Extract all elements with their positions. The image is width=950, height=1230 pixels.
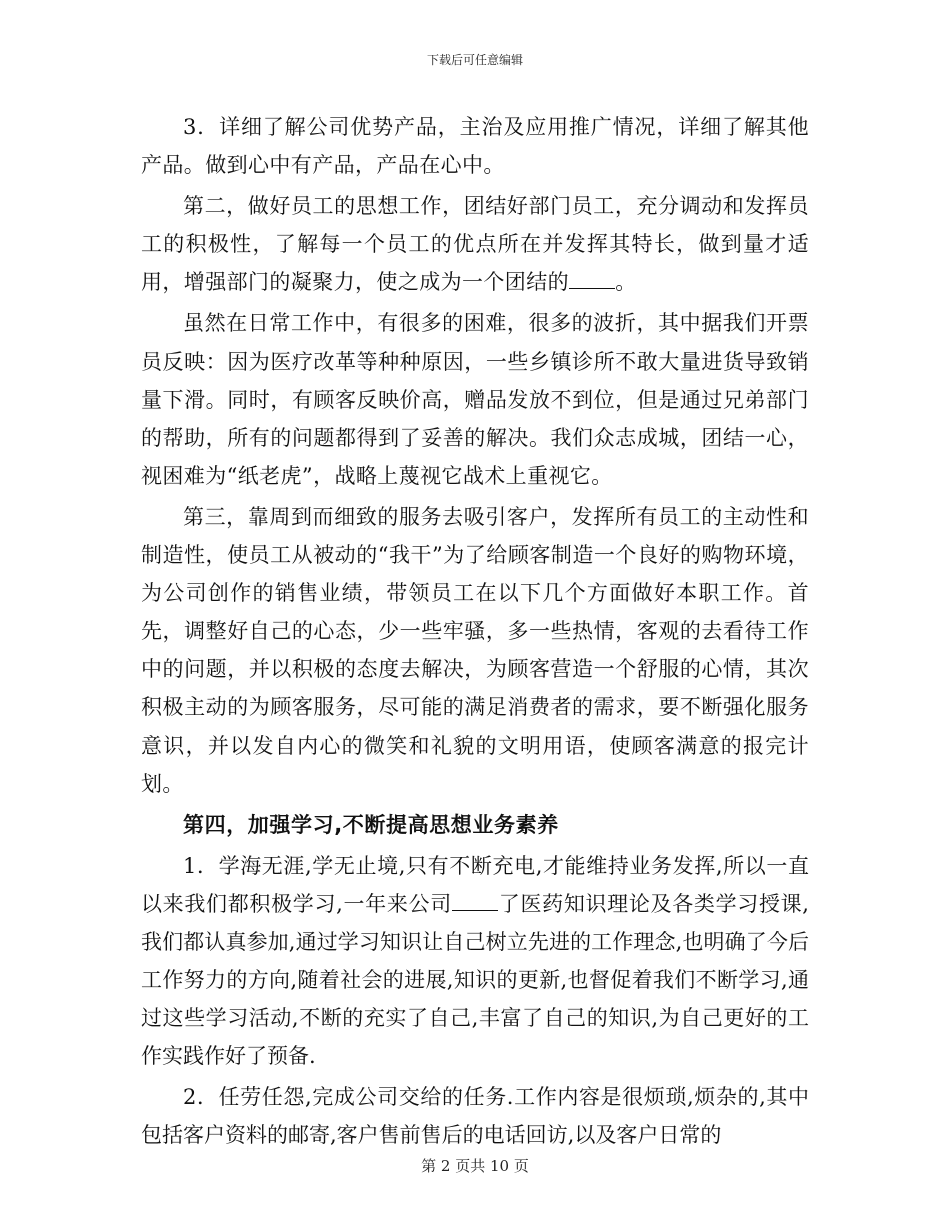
fill-in-blank [452,891,498,911]
fill-in-blank [569,269,615,289]
paragraph-learning-text-start: 1．学海无涯,学无止境,只有不断充电,才能维持业务发挥,所以一直以来我们都积极学习,一年来公司 [141,853,809,916]
page-footer: 第 2 页共 10 页 [421,1157,529,1175]
paragraph-difficulties: 虽然在日常工作中，有很多的困难，很多的波折，其中据我们开票员反映：因为医疗改革等种种原因，一些乡镇诊所不敢大量进货导致销量下滑。同时，有顾客反映价高，赠品发放不到位，但是通过兄弟部门的帮助，所有的问题都得到了妥善的解决。我们众志成城，团结一心，视困难为“纸老虎”，战略上蔑视它战术上重视它。 [141,311,809,488]
paragraph-continuous-learning [141,847,809,1076]
paragraph-staff-work [141,187,809,301]
page-header: 下载后可任意编辑 [426,53,523,67]
paragraph-staff-work-end: 。 [615,270,637,295]
paragraph-staff-work-text: 第二，做好员工的思想工作，团结好部门员工，充分调动和发挥员工的积极性，了解每一个员工的优点所在并发挥其特长，做到量才适用，增强部门的凝聚力，使之成为一个团结的 [141,194,809,295]
paragraph-customer-service: 第三，靠周到而细致的服务去吸引客户，发挥所有员工的主动性和制造性，使员工从被动的“我干”为了给顾客制造一个良好的购物环境，为公司创作的销售业绩，带领员工在以下几个方面做好本职工作。首先，调整好自己的心态，少一些牢骚，多一些热情，客观的去看待工作中的问题，并以积极的态度去解决，为顾客营造一个舒服的心情，其次积极主动的为顾客服务，尽可能的满足消费者的需求，要不断强化服务意识，并以发自内心的微笑和礼貌的文明用语，使顾客满意的报完计划。 [141,504,809,796]
paragraph-tasks: 2．任劳任怨,完成公司交给的任务.工作内容是很烦琐,烦杂的,其中包括客户资料的邮寄,客户售前售后的电话回访,以及客户日常的 [141,1085,809,1148]
section-heading-study: 第四，加强学习,不断提高思想业务素养 [183,812,559,837]
paragraph-learning-text-end: 了医药知识理论及各类学习授课,我们都认真参加,通过学习知识让自己树立先进的工作理念,也明确了今后工作努力的方向,随着社会的进展,知识的更新,也督促着我们不断学习,通过这些学习活动,不断的充实了自己,丰富了自己的知识,为自己更好的工作实践作好了预备. [141,891,809,1069]
document-body [141,108,809,1155]
paragraph-product-knowledge: 3．详细了解公司优势产品，主治及应用推广情况，详细了解其他产品。做到心中有产品，产品在心中。 [141,115,809,178]
